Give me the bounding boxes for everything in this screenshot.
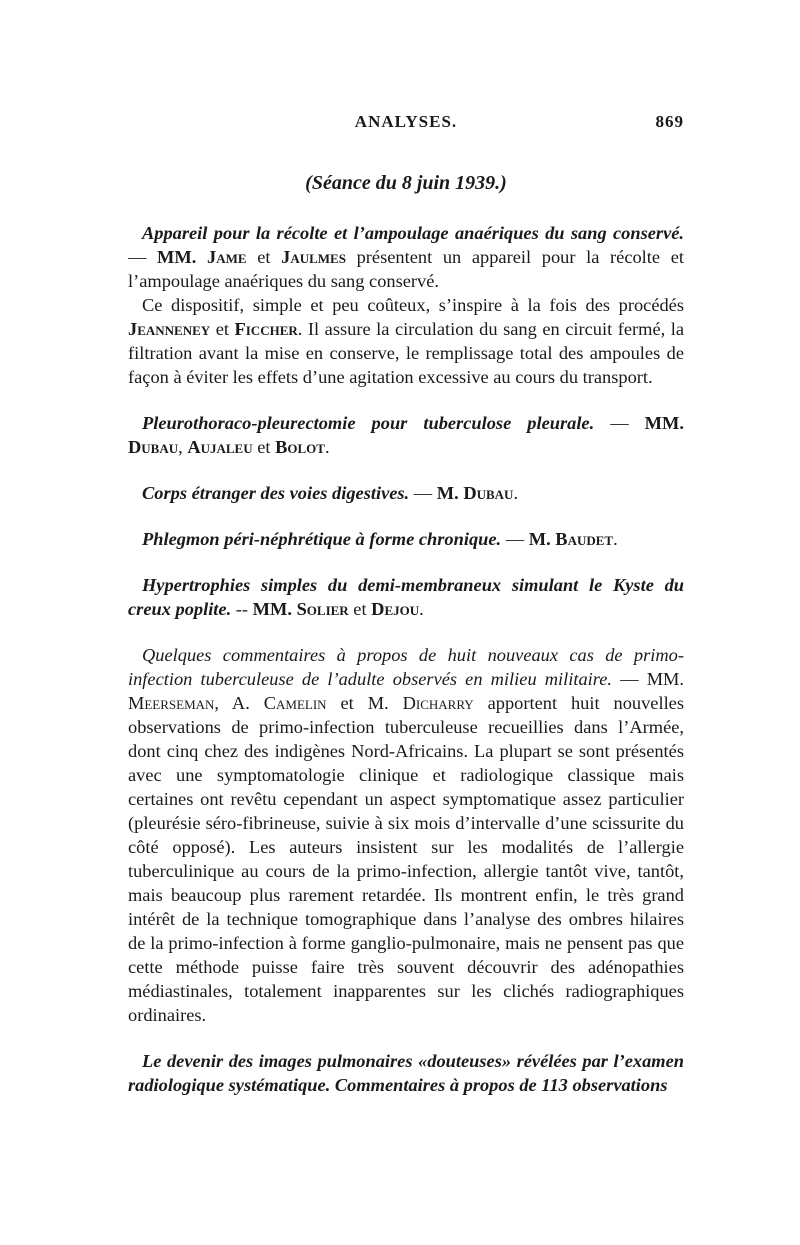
period: . xyxy=(513,483,519,503)
honorific: M. xyxy=(436,483,464,503)
abstract-paragraph xyxy=(128,527,684,551)
author-name: Dubau xyxy=(463,483,514,503)
author-name: Aujaleu xyxy=(187,437,253,457)
abstract-entry xyxy=(128,1049,684,1097)
abstract-paragraph xyxy=(128,221,684,293)
conjunction: et M. xyxy=(326,693,403,713)
abstract-entry xyxy=(128,527,684,551)
abstract-paragraph xyxy=(128,643,684,1027)
author-name: Jaulmes xyxy=(281,247,346,267)
period: . xyxy=(613,529,618,549)
abstract-title: Le devenir des images pulmonaires «douteuses» révélées par l’examen radiologique systématique. Commentaires à propos de 113 observations xyxy=(128,1051,684,1095)
dash: — xyxy=(409,483,437,503)
abstract-text: Ce dispositif, simple et peu coûteux, s’inspire à la fois des procédés xyxy=(142,295,684,315)
dash: -- xyxy=(231,599,253,619)
separator: , A. xyxy=(214,693,264,713)
abstract-title: Phlegmon péri-néphrétique à forme chronique. xyxy=(142,529,502,549)
abstract-text: présentent un appareil pour la récolte et l’ampoulage anaériques du sang conservé. xyxy=(128,247,684,291)
author-name: Solier xyxy=(296,599,349,619)
dash: — xyxy=(501,529,529,549)
page xyxy=(128,112,684,1119)
author-name: Baudet xyxy=(555,529,614,549)
author-name: Meerseman xyxy=(128,693,215,713)
conjunction: et xyxy=(210,319,235,339)
abstract-entry xyxy=(128,573,684,621)
abstract-paragraph xyxy=(128,481,684,505)
abstract-paragraph xyxy=(128,573,684,621)
abstract-paragraph xyxy=(128,411,684,459)
abstract-title: Pleurothoraco-pleurectomie pour tuberculose pleurale. xyxy=(142,413,595,433)
honorific: M. xyxy=(528,529,556,549)
session-heading: (Séance du 8 juin 1939.) xyxy=(305,172,507,194)
honorific: MM. xyxy=(644,413,684,433)
page-number: 869 xyxy=(655,112,684,131)
dash: — xyxy=(612,669,647,689)
running-head xyxy=(128,112,684,140)
honorific: MM. xyxy=(157,247,208,267)
abstract-entry xyxy=(128,643,684,1027)
conjunction: et xyxy=(348,599,372,619)
period: . xyxy=(324,437,330,457)
author-name: Jeanneney xyxy=(128,319,211,339)
author-name: Camelin xyxy=(263,693,327,713)
abstract-title: Quelques commentaires à propos de huit nouveaux cas de primo-infection tuberculeuse de l’adulte observés en milieu militaire. xyxy=(128,645,684,689)
author-name: Jame xyxy=(207,247,247,267)
separator: , xyxy=(178,437,188,457)
abstract-entry xyxy=(128,221,684,389)
abstract-title: Hypertrophies simples du demi-membraneux simulant le Kyste du creux poplite. xyxy=(128,575,684,619)
abstract-paragraph xyxy=(128,1049,684,1097)
conjunction: et xyxy=(246,247,282,267)
running-head-title: ANALYSES. xyxy=(354,112,458,131)
abstract-paragraph xyxy=(128,293,684,389)
author-name: Ficcher xyxy=(234,319,298,339)
abstract-entry xyxy=(128,481,684,505)
honorific: MM. xyxy=(646,669,684,689)
dash: — xyxy=(594,413,645,433)
dash: — xyxy=(128,247,158,267)
abstract-title: Corps étranger des voies digestives. xyxy=(142,483,410,503)
abstract-text: . Il assure la circulation du sang en circuit fermé, la filtration avant la mise en conserve, le remplissage total des ampoules de façon à éviter les effets d’une agitation excessive au cours du transport. xyxy=(128,319,685,387)
author-name: Dicharry xyxy=(402,693,474,713)
author-name: Dubau xyxy=(128,437,179,457)
abstract-title: Appareil pour la récolte et l’ampoulage anaériques du sang conservé. xyxy=(142,223,684,243)
author-name: Bolot xyxy=(275,437,325,457)
abstract-entry xyxy=(128,411,684,459)
author-name: Dejou xyxy=(371,599,420,619)
abstract-text: apportent huit nouvelles observations de primo-infection tuberculeuse recueillies dans l’Armée, dont cinq chez des indigènes Nord-Africains. La plupart se sont présentés avec une symptomatologie clinique et radiologique classique mais certaines ont revêtu cependant un aspect symptomatique assez particulier (pleurésie séro-fibrineuse, suivie à six mois d’intervalle d’une scissurite du côté opposé). Les auteurs insistent sur les modalités de l’allergie tuberculinique au cours de la primo-infection, allergie tantôt vive, tantôt, mais beaucoup plus rarement retardée. Ils montrent enfin, le très grand intérêt de la technique tomographique dans l’analyse des ombres hilaires de la primo-infection à forme ganglio-pulmonaire, mais ne pensent pas que cette méthode puisse faire très souvent découvrir des adénopathies médiastinales, totalement inapparentes sur les clichés radiographiques ordinaires. xyxy=(128,693,684,1025)
honorific: MM. xyxy=(252,599,297,619)
conjunction: et xyxy=(252,437,276,457)
period: . xyxy=(419,599,424,619)
